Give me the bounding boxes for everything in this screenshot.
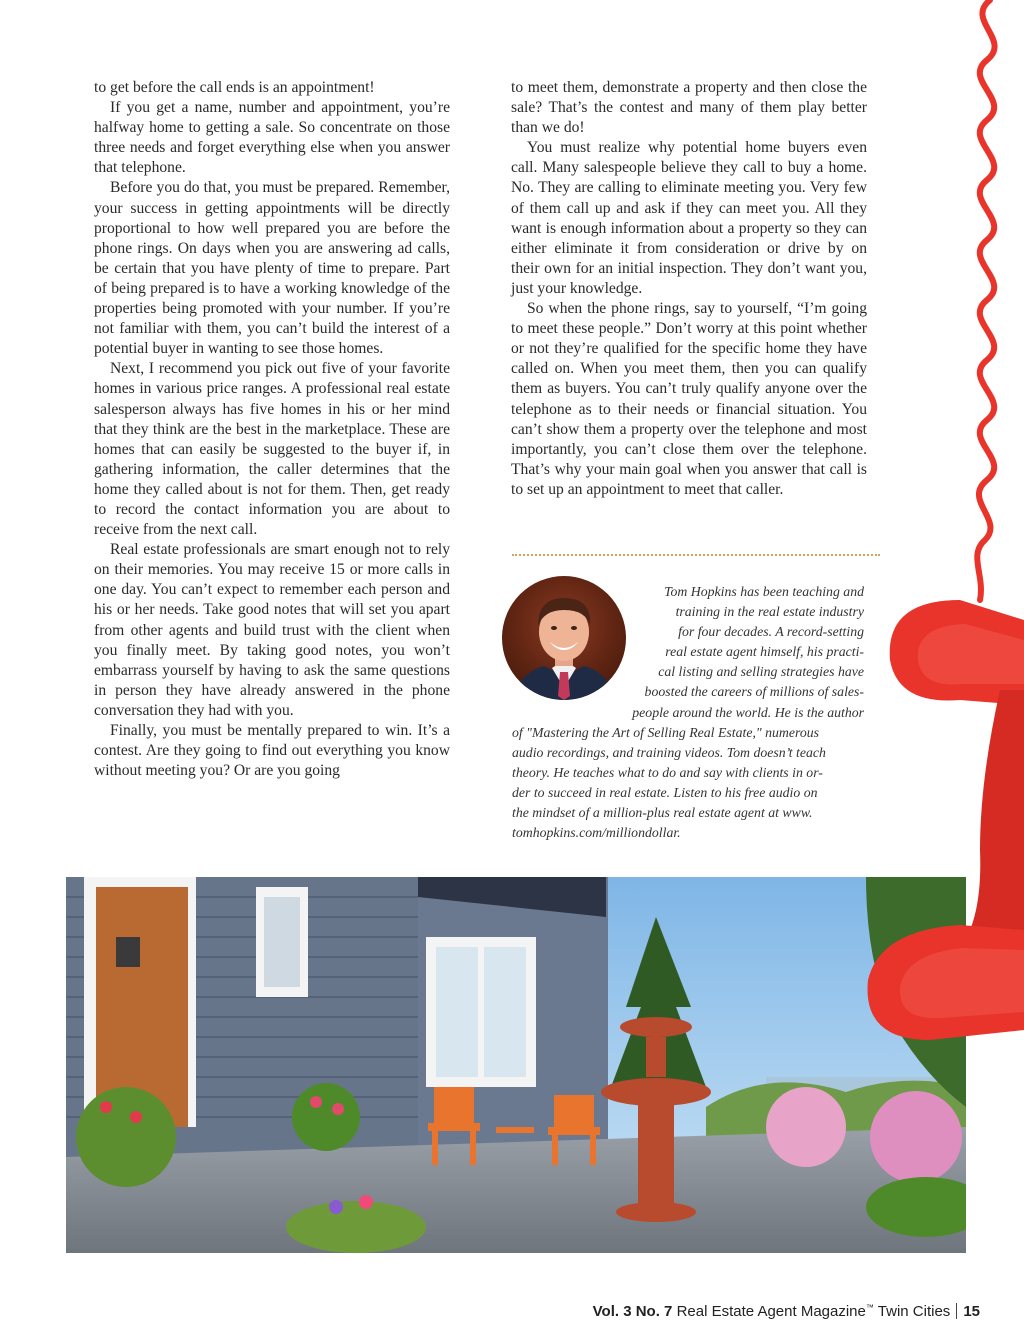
bio-line: der to succeed in real estate. Listen to his free audio on: [512, 784, 818, 800]
article-column-right: [511, 78, 867, 500]
section-divider: [512, 554, 880, 556]
author-bio: [512, 582, 864, 843]
bio-line: for four decades. A record-setting: [678, 624, 864, 640]
paragraph: So when the phone rings, say to yourself, “I’m going to meet these people.” Don’t worry at this point whether or not they’re qualified for the specific home they have called on. When you meet them, then you can qualify them as buyers. You can’t truly qualify anyone over the telephone as to their needs or financial situation. You can’t show them a property over the telephone and most importantly, you can’t close them over the telephone. That’s why your main goal when you answer that call is to set up an appointment to meet that caller.: [511, 300, 867, 498]
article-column-left: [94, 78, 450, 781]
bio-line: people around the world. He is the author: [632, 704, 864, 720]
edition-name: Twin Cities: [877, 1303, 951, 1320]
paragraph: Next, I recommend you pick out five of your favorite homes in various price ranges. A professional real estate salesperson always has five homes in his or her mind that they think are the best in the marketplace. These are homes that can easily be suggested to the buyer if, in gathering information, the caller determines that the home they called about is not for them. Then, get ready to record the contact information you are about to receive from the next call.: [94, 360, 450, 539]
house-patio-illustration: [66, 877, 966, 1253]
bio-line: theory. He teaches what to do and say with clients in or-: [512, 764, 823, 780]
paragraph: You must realize why potential home buyers even call. Many salespeople believe they call to buy a home. No. They are calling to eliminate meeting you. Very few of them call up and ask if they can meet you. All they want is enough information about a property so they can either eliminate it from consideration or drive by on their own for an initial inspection. They don’t want you, just your knowledge.: [511, 139, 867, 297]
paragraph: to meet them, demonstrate a property and then close the sale? That’s the contest and many of them play better than we do!: [511, 79, 867, 137]
bio-line: tomhopkins.com/milliondollar.: [512, 825, 681, 841]
page-number: 15: [963, 1303, 980, 1320]
bio-line: of "Mastering the Art of Selling Real Estate," numerous: [512, 724, 820, 740]
paragraph: Before you do that, you must be prepared. Remember, your success in getting appointments will be directly proportional to how well prepared you are before the phone rings. On days when you are answering ad calls, be certain that you have plenty of time to prepare. Part of being prepared is to have a working knowledge of the properties being promoted with your number. If you’re not familiar with them, you can’t build the interest of a potential buyer in wanting to see those homes.: [94, 179, 450, 358]
bio-line: the mindset of a million-plus real estate agent at www.: [512, 805, 813, 821]
magazine-name: Real Estate Agent Magazine: [676, 1303, 866, 1320]
paragraph: Real estate professionals are smart enough not to rely on their memories. You may receive 15 or more calls in one day. You can’t expect to remember each person and his or her needs. Take good notes that will set you apart from other agents and build trust with the client when you finally meet. By taking good notes, you won’t embarrass yourself by having to ask the same questions in person they have already answered in the phone conversation they had with you.: [94, 541, 450, 719]
issue-volume: Vol. 3 No. 7: [592, 1303, 673, 1320]
bio-line: training in the real estate industry: [675, 604, 864, 620]
paragraph: Finally, you must be mentally prepared to win. It’s a contest. Are they going to find out everything you know without meeting you? Or are you going: [94, 722, 450, 780]
bio-line: audio recordings, and training videos. Tom doesn’t teach: [512, 744, 826, 760]
page-footer: [0, 1303, 980, 1320]
paragraph: If you get a name, number and appointment, you’re halfway home to getting a sale. So concentrate on those three needs and forget everything else when you answer that telephone.: [94, 99, 450, 177]
bio-line: real estate agent himself, his practi-: [665, 644, 864, 660]
bio-line: cal listing and selling strategies have: [658, 664, 864, 680]
bio-line: boosted the careers of millions of sales-: [644, 684, 864, 700]
house-patio-photo: [66, 877, 966, 1253]
paragraph: to get before the call ends is an appointment!: [94, 79, 375, 96]
footer-separator: [956, 1303, 957, 1319]
bio-line: Tom Hopkins has been teaching and: [664, 584, 864, 599]
trademark-mark: ™: [865, 1303, 874, 1312]
